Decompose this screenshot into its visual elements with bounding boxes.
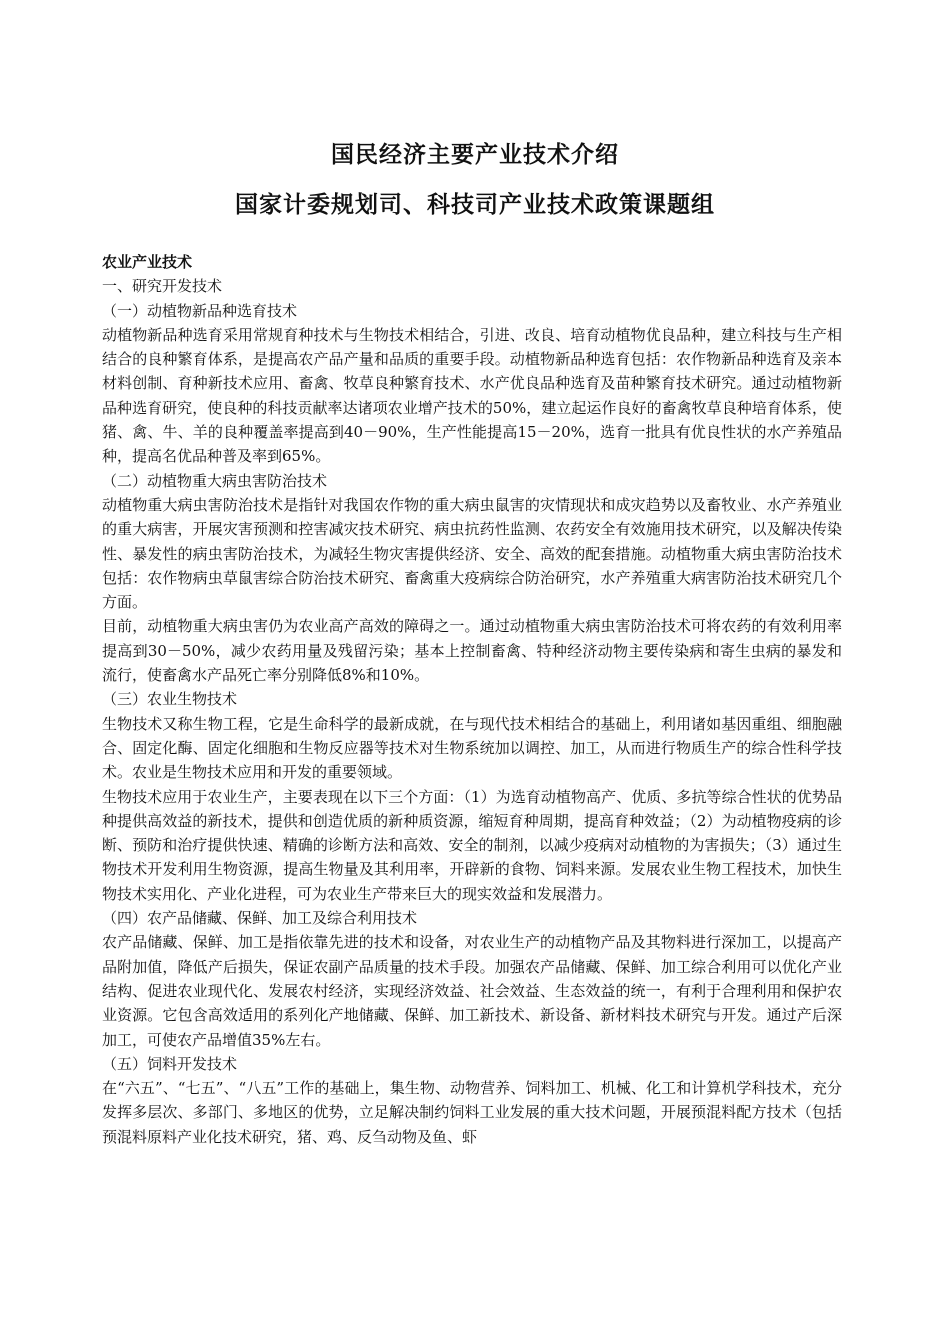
paragraph: 农产品储藏、保鲜、加工是指依靠先进的技术和设备，对农业生产的动植物产品及其物料进行深加工，以提高产品附加值，降低产后损失，保证农副产品质量的技术手段。加强农产品储藏、保鲜、加工综合利用可以优化产业结构、促进农业现代化、发展农村经济，实现经济效益、社会效益、生态效益的统一，有利于合理利用和保护农业资源。它包含高效适用的系列化产地储藏、保鲜、加工新技术、新设备、新材料技术研究与开发。通过产后深加工，可使农产品增值35%左右。 — [102, 933, 842, 1049]
paragraph: 动植物新品种选育采用常规育种技术与生物技术相结合，引进、改良、培育动植物优良品种，建立科技与生产相结合的良种繁育体系，是提高农产品产量和品质的重要手段。动植物新品种选育包括：农作物新品种选育及亲本材料创制、育种新技术应用、畜禽、牧草良种繁育技术、水产优良品种选育及苗种繁育技术研究。通过动植物新品种选育研究，使良种的科技贡献率达诸项农业增产技术的50%，建立起运作良好的畜禽牧草良种培育体系，使猪、禽、牛、羊的良种覆盖率提高到40－90%，生产性能提高15－20%，选育一批具有优良性状的水产养殖品种，提高名优品种普及率到65%。 — [102, 325, 842, 466]
paragraph: 动植物重大病虫害防治技术是指针对我国农作物的重大病虫鼠害的灾情现状和成灾趋势以及畜牧业、水产养殖业的重大病害，开展灾害预测和控害减灾技术研究、病虫抗药性监测、农药安全有效施用技术研究，以及解决传染性、暴发性的病虫害防治技术，为减轻生物灾害提供经济、安全、高效的配套措施。动植物重大病虫害防治技术包括：农作物病虫草鼠害综合防治技术研究、畜禽重大疫病综合防治研究，水产养殖重大病害防治技术研究几个方面。 — [102, 495, 842, 612]
document-subtitle: 国家计委规划司、科技司产业技术政策课题组 — [235, 191, 715, 218]
item-heading: （一）动植物新品种选育技术 — [102, 301, 298, 320]
paragraph: 在“六五”、“七五”、“八五”工作的基础上，集生物、动物营养、饲料加工、机械、化工和计算机学科技术，充分发挥多层次、多部门、多地区的优势，立足解决制约饲料工业发展的重大技术问题，开展预混料配方技术（包括预混料原料产业化技术研究，猪、鸡、反刍动物及鱼、虾 — [102, 1079, 842, 1146]
paragraph: 目前，动植物重大病虫害仍为农业高产高效的障碍之一。通过动植物重大病虫害防治技术可将农药的有效利用率提高到30－50%，减少农药用量及残留污染；基本上控制畜禽、特种经济动物主要传染病和寄生虫病的暴发和流行，使畜禽水产品死亡率分别降低8%和10%。 — [102, 617, 842, 685]
paragraph: 生物技术应用于农业生产，主要表现在以下三个方面：（1）为选育动植物高产、优质、多抗等综合性状的优势品种提供高效益的新技术，提供和创造优质的新种质资源，缩短育种周期，提高育种效益；（2）为动植物疫病的诊断、预防和治疗提供快速、精确的诊断方法和高效、安全的制剂，以减少疫病对动植物的为害损失；（3）通过生物技术开发利用生物资源，提高生物量及其利用率，开辟新的食物、饲料来源。发展农业生物工程技术，加快生物技术实用化、产业化进程，可为农业生产带来巨大的现实效益和发展潜力。 — [102, 787, 842, 903]
section-heading: 农业产业技术 — [102, 253, 193, 271]
part-heading: 一、研究开发技术 — [102, 277, 223, 296]
item-heading: （二）动植物重大病虫害防治技术 — [102, 471, 328, 490]
document-body — [102, 250, 842, 1149]
item-heading: （五）饲料开发技术 — [102, 1054, 238, 1073]
item-heading: （三）农业生物技术 — [102, 690, 238, 709]
item-heading: （四）农产品储藏、保鲜、加工及综合利用技术 — [102, 909, 418, 928]
document-title: 国民经济主要产业技术介绍 — [331, 141, 619, 168]
paragraph: 生物技术又称生物工程，它是生命科学的最新成就，在与现代技术相结合的基础上，利用诸如基因重组、细胞融合、固定化酶、固定化细胞和生物反应器等技术对生物系统加以调控、加工，从而进行物质生产的综合性科学技术。农业是生物技术应用和开发的重要领域。 — [102, 714, 842, 782]
